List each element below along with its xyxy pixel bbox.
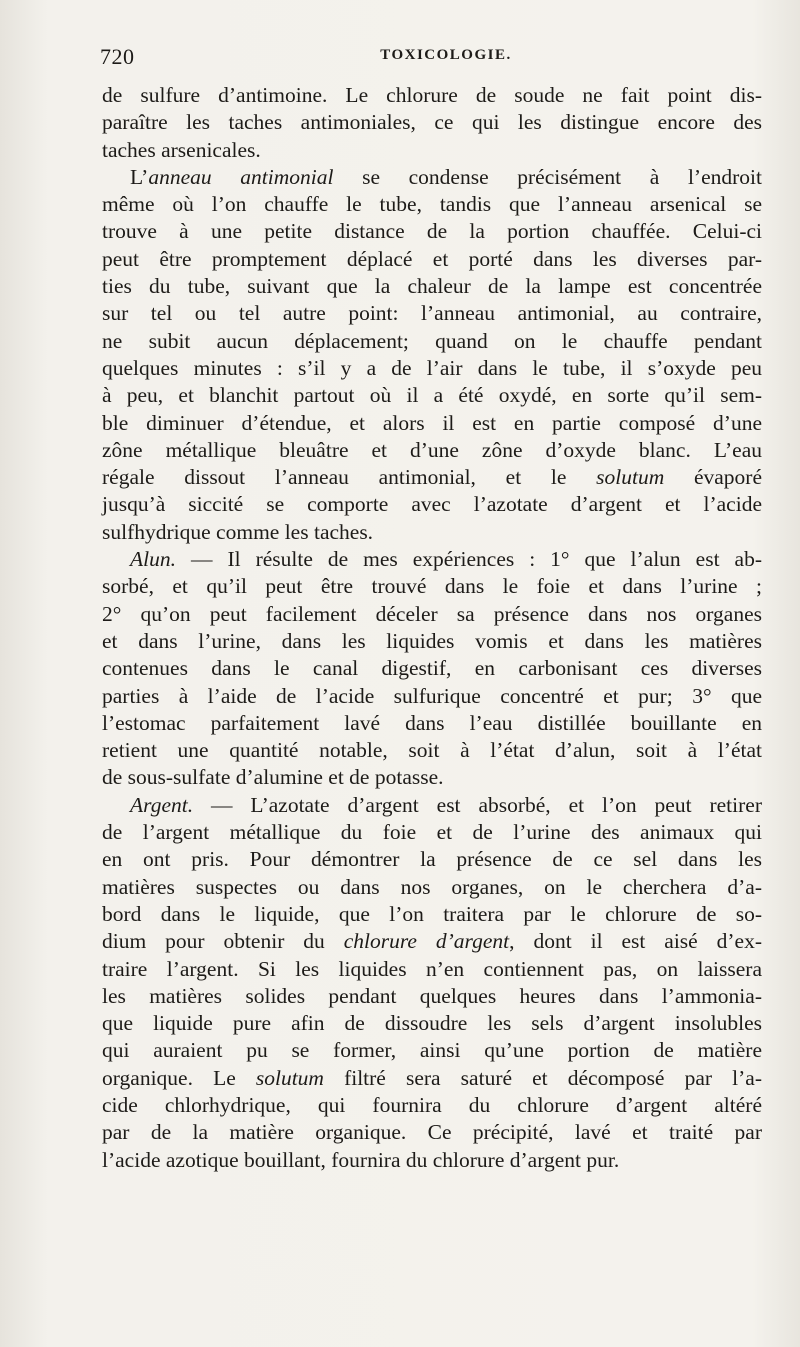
text-segment: de l’argent métallique du foie et de l’urine des animaux qui (102, 820, 762, 845)
text-segment: l’acide azotique bouillant, fournira du chlorure d’argent pur. (102, 1147, 620, 1172)
text-segment: ble diminuer d’étendue, et alors il est en partie composé d’une (102, 410, 762, 435)
text-line (102, 464, 762, 491)
text-segment: , dont il est aisé d’ex- (509, 929, 762, 954)
page-number: 720 (100, 44, 135, 69)
text-segment: ties du tube, suivant que la chaleur de la lampe est concentrée (102, 274, 762, 299)
text-line (102, 1037, 762, 1064)
text-line (102, 491, 762, 518)
text-segment: évaporé (664, 465, 762, 490)
text-segment: — Il résulte de mes expériences : 1° que l’alun est ab- (175, 547, 762, 572)
text-line (102, 382, 762, 409)
text-segment: et dans l’urine, dans les liquides vomis et dans les matières (102, 628, 762, 653)
text-line (102, 683, 762, 710)
text-line (102, 82, 762, 109)
text-segment: sur tel ou tel autre point: l’anneau antimonial, au contraire, (102, 301, 762, 326)
text-line (102, 437, 762, 464)
text-line (102, 846, 762, 873)
text-segment: 2° qu’on peut facilement déceler sa présence dans nos organes (102, 601, 762, 626)
text-line (102, 819, 762, 846)
text-line (102, 218, 762, 245)
text-line (102, 328, 762, 355)
body-text (102, 82, 762, 1174)
text-line (102, 956, 762, 983)
italic-text: chlorure d’argent (343, 929, 510, 954)
text-segment: jusqu’à siccité se comporte avec l’azotate d’argent et l’acide (102, 492, 762, 517)
text-segment: en ont pris. Pour démontrer la présence de ce sel dans les (102, 847, 762, 872)
text-segment: régale dissout l’anneau antimonial, et le (102, 465, 597, 490)
italic-text: solutum (255, 1065, 324, 1090)
text-segment: retient une quantité notable, soit à l’état d’alun, soit à l’état (102, 738, 762, 763)
text-line (102, 355, 762, 382)
italic-text: solutum (596, 465, 665, 490)
text-line (102, 1065, 762, 1092)
text-segment: trouve à une petite distance de la portion chauffée. Celui-ci (102, 219, 762, 244)
italic-text: anneau antimonial (148, 164, 334, 189)
text-line (102, 737, 762, 764)
text-line (102, 764, 762, 791)
text-line (102, 109, 762, 136)
text-segment: sorbé, et qu’il peut être trouvé dans le foie et dans l’urine ; (102, 574, 762, 599)
text-line (102, 983, 762, 1010)
text-line (102, 191, 762, 218)
text-line (102, 901, 762, 928)
text-line (102, 410, 762, 437)
text-segment: zône métallique bleuâtre et d’une zône d’oxyde blanc. L’eau (102, 437, 762, 462)
text-segment: bord dans le liquide, que l’on traitera par le chlorure de so- (102, 901, 762, 926)
text-segment: taches arsenicales. (102, 137, 261, 162)
text-segment: les matières solides pendant quelques heures dans l’ammonia- (102, 983, 762, 1008)
text-line (102, 710, 762, 737)
text-line (102, 164, 762, 191)
text-line (102, 573, 762, 600)
text-segment: contenues dans le canal digestif, en carbonisant ces diverses (102, 656, 762, 681)
italic-text: Alun. (130, 547, 176, 572)
text-line (102, 1147, 762, 1174)
text-segment: à peu, et blanchit partout où il a été oxydé, en sorte qu’il sem- (102, 383, 762, 408)
text-segment: filtré sera saturé et décomposé par l’a- (323, 1065, 762, 1090)
text-segment: paraître les taches antimoniales, ce qui les distingue encore des (102, 110, 762, 135)
text-segment: matières suspectes ou dans nos organes, on le cherchera d’a- (102, 874, 762, 899)
text-line (102, 1119, 762, 1146)
text-segment: dium pour obtenir du (102, 929, 344, 954)
page-header (100, 44, 762, 76)
italic-text: Argent. (130, 792, 194, 817)
text-segment: parties à l’aide de l’acide sulfurique concentré et pur; 3° que (102, 683, 762, 708)
text-segment: par de la matière organique. Ce précipité, lavé et traité par (102, 1120, 762, 1145)
text-segment: cide chlorhydrique, qui fournira du chlorure d’argent altéré (102, 1092, 762, 1117)
running-title: TOXICOLOGIE. (380, 47, 512, 63)
text-segment: organique. Le (102, 1065, 256, 1090)
text-line (102, 546, 762, 573)
text-line (102, 300, 762, 327)
text-segment: que liquide pure afin de dissoudre les sels d’argent insolubles (102, 1011, 762, 1036)
text-segment: L’ (130, 164, 149, 189)
text-line (102, 137, 762, 164)
text-line (102, 519, 762, 546)
text-line (102, 1092, 762, 1119)
text-line (102, 601, 762, 628)
text-segment: l’estomac parfaitement lavé dans l’eau distillée bouillante en (102, 710, 762, 735)
text-segment: ne subit aucun déplacement; quand on le chauffe pendant (102, 328, 762, 353)
text-segment: quelques minutes : s’il y a de l’air dans le tube, il s’oxyde peu (102, 355, 762, 380)
text-segment: de sous-sulfate d’alumine et de potasse. (102, 765, 444, 790)
text-line (102, 1010, 762, 1037)
text-segment: qui auraient pu se former, ainsi qu’une portion de matière (102, 1038, 762, 1063)
text-segment: — L’azotate d’argent est absorbé, et l’on peut retirer (193, 792, 762, 817)
text-segment: sulfhydrique comme les taches. (102, 519, 374, 544)
text-segment: peut être promptement déplacé et porté dans les diverses par- (102, 246, 762, 271)
text-segment: traire l’argent. Si les liquides n’en contiennent pas, on laissera (102, 956, 762, 981)
text-line (102, 928, 762, 955)
text-segment: se condense précisément à l’endroit (333, 164, 762, 189)
text-line (102, 655, 762, 682)
text-line (102, 246, 762, 273)
text-segment: même où l’on chauffe le tube, tandis que l’anneau arsenical se (102, 192, 762, 217)
text-segment: de sulfure d’antimoine. Le chlorure de soude ne fait point dis- (102, 83, 762, 107)
text-line (102, 792, 762, 819)
text-line (102, 273, 762, 300)
text-line (102, 628, 762, 655)
text-line (102, 874, 762, 901)
